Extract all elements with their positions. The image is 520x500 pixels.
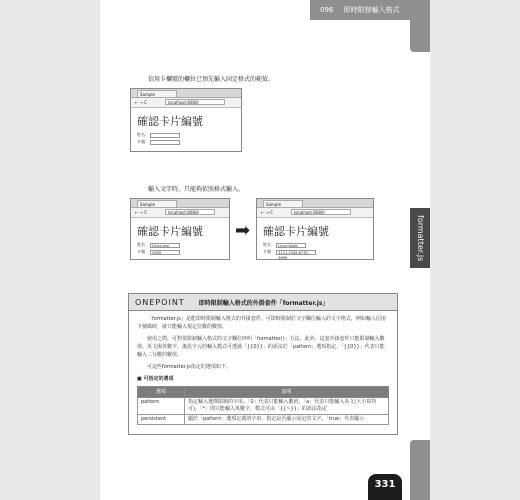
onepoint-body: [129, 311, 397, 425]
card-field: [150, 140, 180, 145]
onepoint-box: [128, 293, 398, 435]
card-field: 0000: [150, 250, 180, 255]
url-field: localhost:8080/: [165, 99, 225, 105]
page-number: 331: [368, 474, 402, 500]
onepoint-title: 即時限制輸入格式的外掛套件「formatter.js」: [198, 299, 329, 307]
onepoint-label: ONEPOINT: [135, 297, 185, 307]
url-field: localhost:8080/: [291, 209, 351, 215]
name-field: Linos Kozai: [276, 243, 306, 248]
table-row: [138, 398, 389, 415]
name-label: 姓名: [137, 132, 145, 137]
name-field: Linos Jiao: [150, 243, 180, 248]
browser-tab: Sample: [263, 200, 303, 207]
card-label: 卡號: [263, 249, 271, 254]
options-table: [137, 386, 389, 425]
form-heading: 確認卡片編號: [137, 225, 203, 238]
table-header-option: 選項: [138, 387, 185, 398]
header-page-code: 096: [320, 6, 334, 14]
table-cell-desc: 指定輸入選擇限制的字串。「0」代表只能輸入數值，「a」代表只能輸入英文(大小寫均可)，「*」則只能輸入英數字，模式可由「{{~}}」的語法指定: [185, 398, 389, 415]
browser-screenshot-3: [256, 198, 374, 260]
browser-tab: Sample: [137, 200, 177, 207]
card-form: 姓名： Linos Jiao 卡號： 0000: [131, 239, 229, 255]
chapter-side-tab: formatter.js: [410, 208, 430, 268]
form-heading: 確認卡片編號: [263, 225, 329, 238]
card-label: 卡號: [137, 249, 145, 254]
caption-first: 信用卡欄號的欄位已預先輸入固定格式的範值。: [148, 76, 275, 83]
onepoint-paragraph-2: 使用之際，可對要限制輸入格式的文字欄位呼叫「formatter()」方法。此外，這套外掛套件只能限制輸入數值、英文與英數字，後設字元的輸入模式可透過「{{0}}」的語法於「pattern」選項指定，「{{0}}」代表只能輸入二分數的數值。: [137, 336, 385, 358]
browser-tab: Sample: [137, 90, 177, 97]
bottom-tab-marker: [410, 440, 430, 500]
browser-titlebar: [257, 199, 373, 208]
options-subheading: ■ 可指定的選項: [137, 376, 174, 382]
card-label: 卡號: [137, 139, 145, 144]
browser-screenshot-1: [130, 88, 242, 152]
browser-screenshot-2: [130, 198, 230, 260]
name-label: 姓名: [263, 242, 271, 247]
table-cell-option: persistent: [138, 415, 185, 425]
onepoint-header: [129, 294, 397, 311]
browser-addressbar: [131, 98, 241, 108]
browser-addressbar: [257, 208, 373, 218]
nav-icons: ← → C: [135, 210, 148, 215]
options-subheading-text: 可指定的選項: [143, 376, 174, 382]
arrow-icon: ➡: [235, 220, 251, 241]
caption-second: 輸入文字時，只能夠依照格式輸入。: [148, 186, 245, 193]
table-cell-desc: 顯於「pattern」選項定義的字串，指定是否顯示固定的文字。「true」代表顯示: [185, 415, 389, 425]
onepoint-paragraph-1: 「formatter.js」是能即時限制輸入格式的外掛套件。可即時限制於文字欄位輸入的文字格式，例如輸入信用卡號碼時，就只能輸入規定位數的數值。: [137, 316, 386, 330]
onepoint-paragraph-3: 可這些formatter.js指定的選項如下。: [147, 364, 231, 370]
browser-addressbar: [131, 208, 229, 218]
table-header-desc: 說明: [185, 387, 389, 398]
browser-titlebar: [131, 89, 241, 98]
card-field: 1111-2345-6770-9999: [276, 250, 316, 255]
name-field: [150, 133, 180, 138]
browser-titlebar: [131, 199, 229, 208]
nav-icons: ← → C: [135, 100, 148, 105]
url-field: localhost:8080/: [165, 209, 215, 215]
card-form: 姓名： Linos Kozai 卡號： 1111-2345-6770-9999: [257, 239, 373, 255]
header-title: 即時限制輸入格式: [343, 6, 400, 14]
table-header-row: [138, 387, 389, 398]
form-heading: 確認卡片編號: [137, 115, 203, 128]
card-form: 姓名： 卡號：: [131, 129, 241, 145]
name-label: 姓名: [137, 242, 145, 247]
nav-icons: ← → C: [261, 210, 274, 215]
table-cell-option: pattern: [138, 398, 185, 415]
top-tab-marker: [410, 0, 430, 52]
table-row: [138, 415, 389, 425]
